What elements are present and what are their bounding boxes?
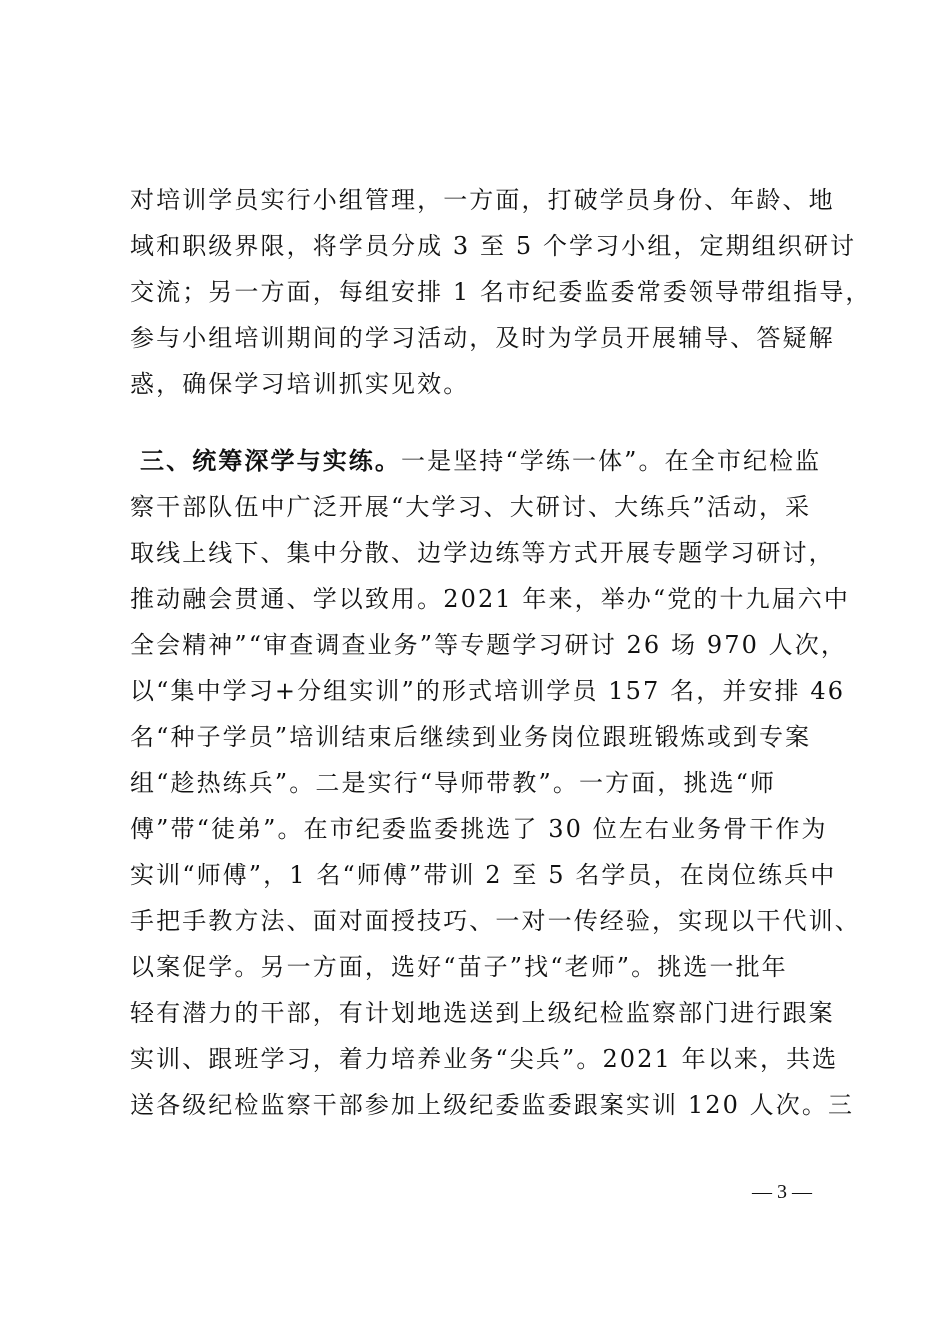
paragraph-2-line-1 [140,441,821,481]
paragraph-2-line-12: 以案促学。另一方面，选好“苗子”找“老师”。挑选一批年 [130,953,788,981]
paragraph-1-line-4: 参与小组培训期间的学习活动，及时为学员开展辅导、答疑解 [130,324,835,352]
paragraph-2-line-3: 取线上线下、集中分散、边学边练等方式开展专题学习研讨， [130,539,835,567]
paragraph-2-line-14: 实训、跟班学习，着力培养业务“尖兵”。2021 年以来，共选 [130,1045,839,1073]
paragraph-2-line-7: 名“种子学员”培训结束后继续到业务岗位跟班锻炼或到专案 [130,723,812,751]
section-heading: 三、统筹深学与实练。 [140,446,401,475]
paragraph-2-line-15: 送各级纪检监察干部参加上级纪委监委跟案实训 120 人次。三 [130,1091,855,1119]
paragraph-2-line-6: 以“集中学习+分组实训”的形式培训学员 157 名，并安排 46 [130,677,846,705]
paragraph-2-line-2: 察干部队伍中广泛开展“大学习、大研讨、大练兵”活动，采 [130,493,812,521]
paragraph-2-line-8: 组“趁热练兵”。二是实行“导师带教”。一方面，挑选“师 [130,769,777,797]
paragraph-2-line-5: 全会精神”“审查调查业务”等专题学习研讨 26 场 970 人次， [130,631,847,659]
page-number: — 3 — [752,1181,812,1203]
paragraph-1-line-5: 惑，确保学习培训抓实见效。 [130,370,470,398]
paragraph-2-line-10: 实训“师傅”，1 名“师傅”带训 2 至 5 名学员，在岗位练兵中 [130,861,837,889]
paragraph-2-line-4: 推动融会贯通、学以致用。2021 年来，举办“党的十九届六中 [130,585,850,613]
paragraph-2-line-9: 傅”带“徒弟”。在市纪委监委挑选了 30 位左右业务骨干作为 [130,815,828,843]
paragraph-2-line-1-text: 一是坚持“学练一体”。在全市纪检监 [401,447,822,475]
paragraph-1-line-2: 域和职级界限，将学员分成 3 至 5 个学习小组，定期组织研讨 [130,232,857,260]
paragraph-2-line-11: 手把手教方法、面对面授技巧、一对一传经验，实现以干代训、 [130,907,861,935]
paragraph-2-line-13: 轻有潜力的干部，有计划地选送到上级纪检监察部门进行跟案 [130,999,835,1027]
paragraph-1-line-1: 对培训学员实行小组管理，一方面，打破学员身份、年龄、地 [130,186,835,214]
paragraph-1-line-3: 交流；另一方面，每组安排 1 名市纪委监委常委领导带组指导， [130,278,872,306]
